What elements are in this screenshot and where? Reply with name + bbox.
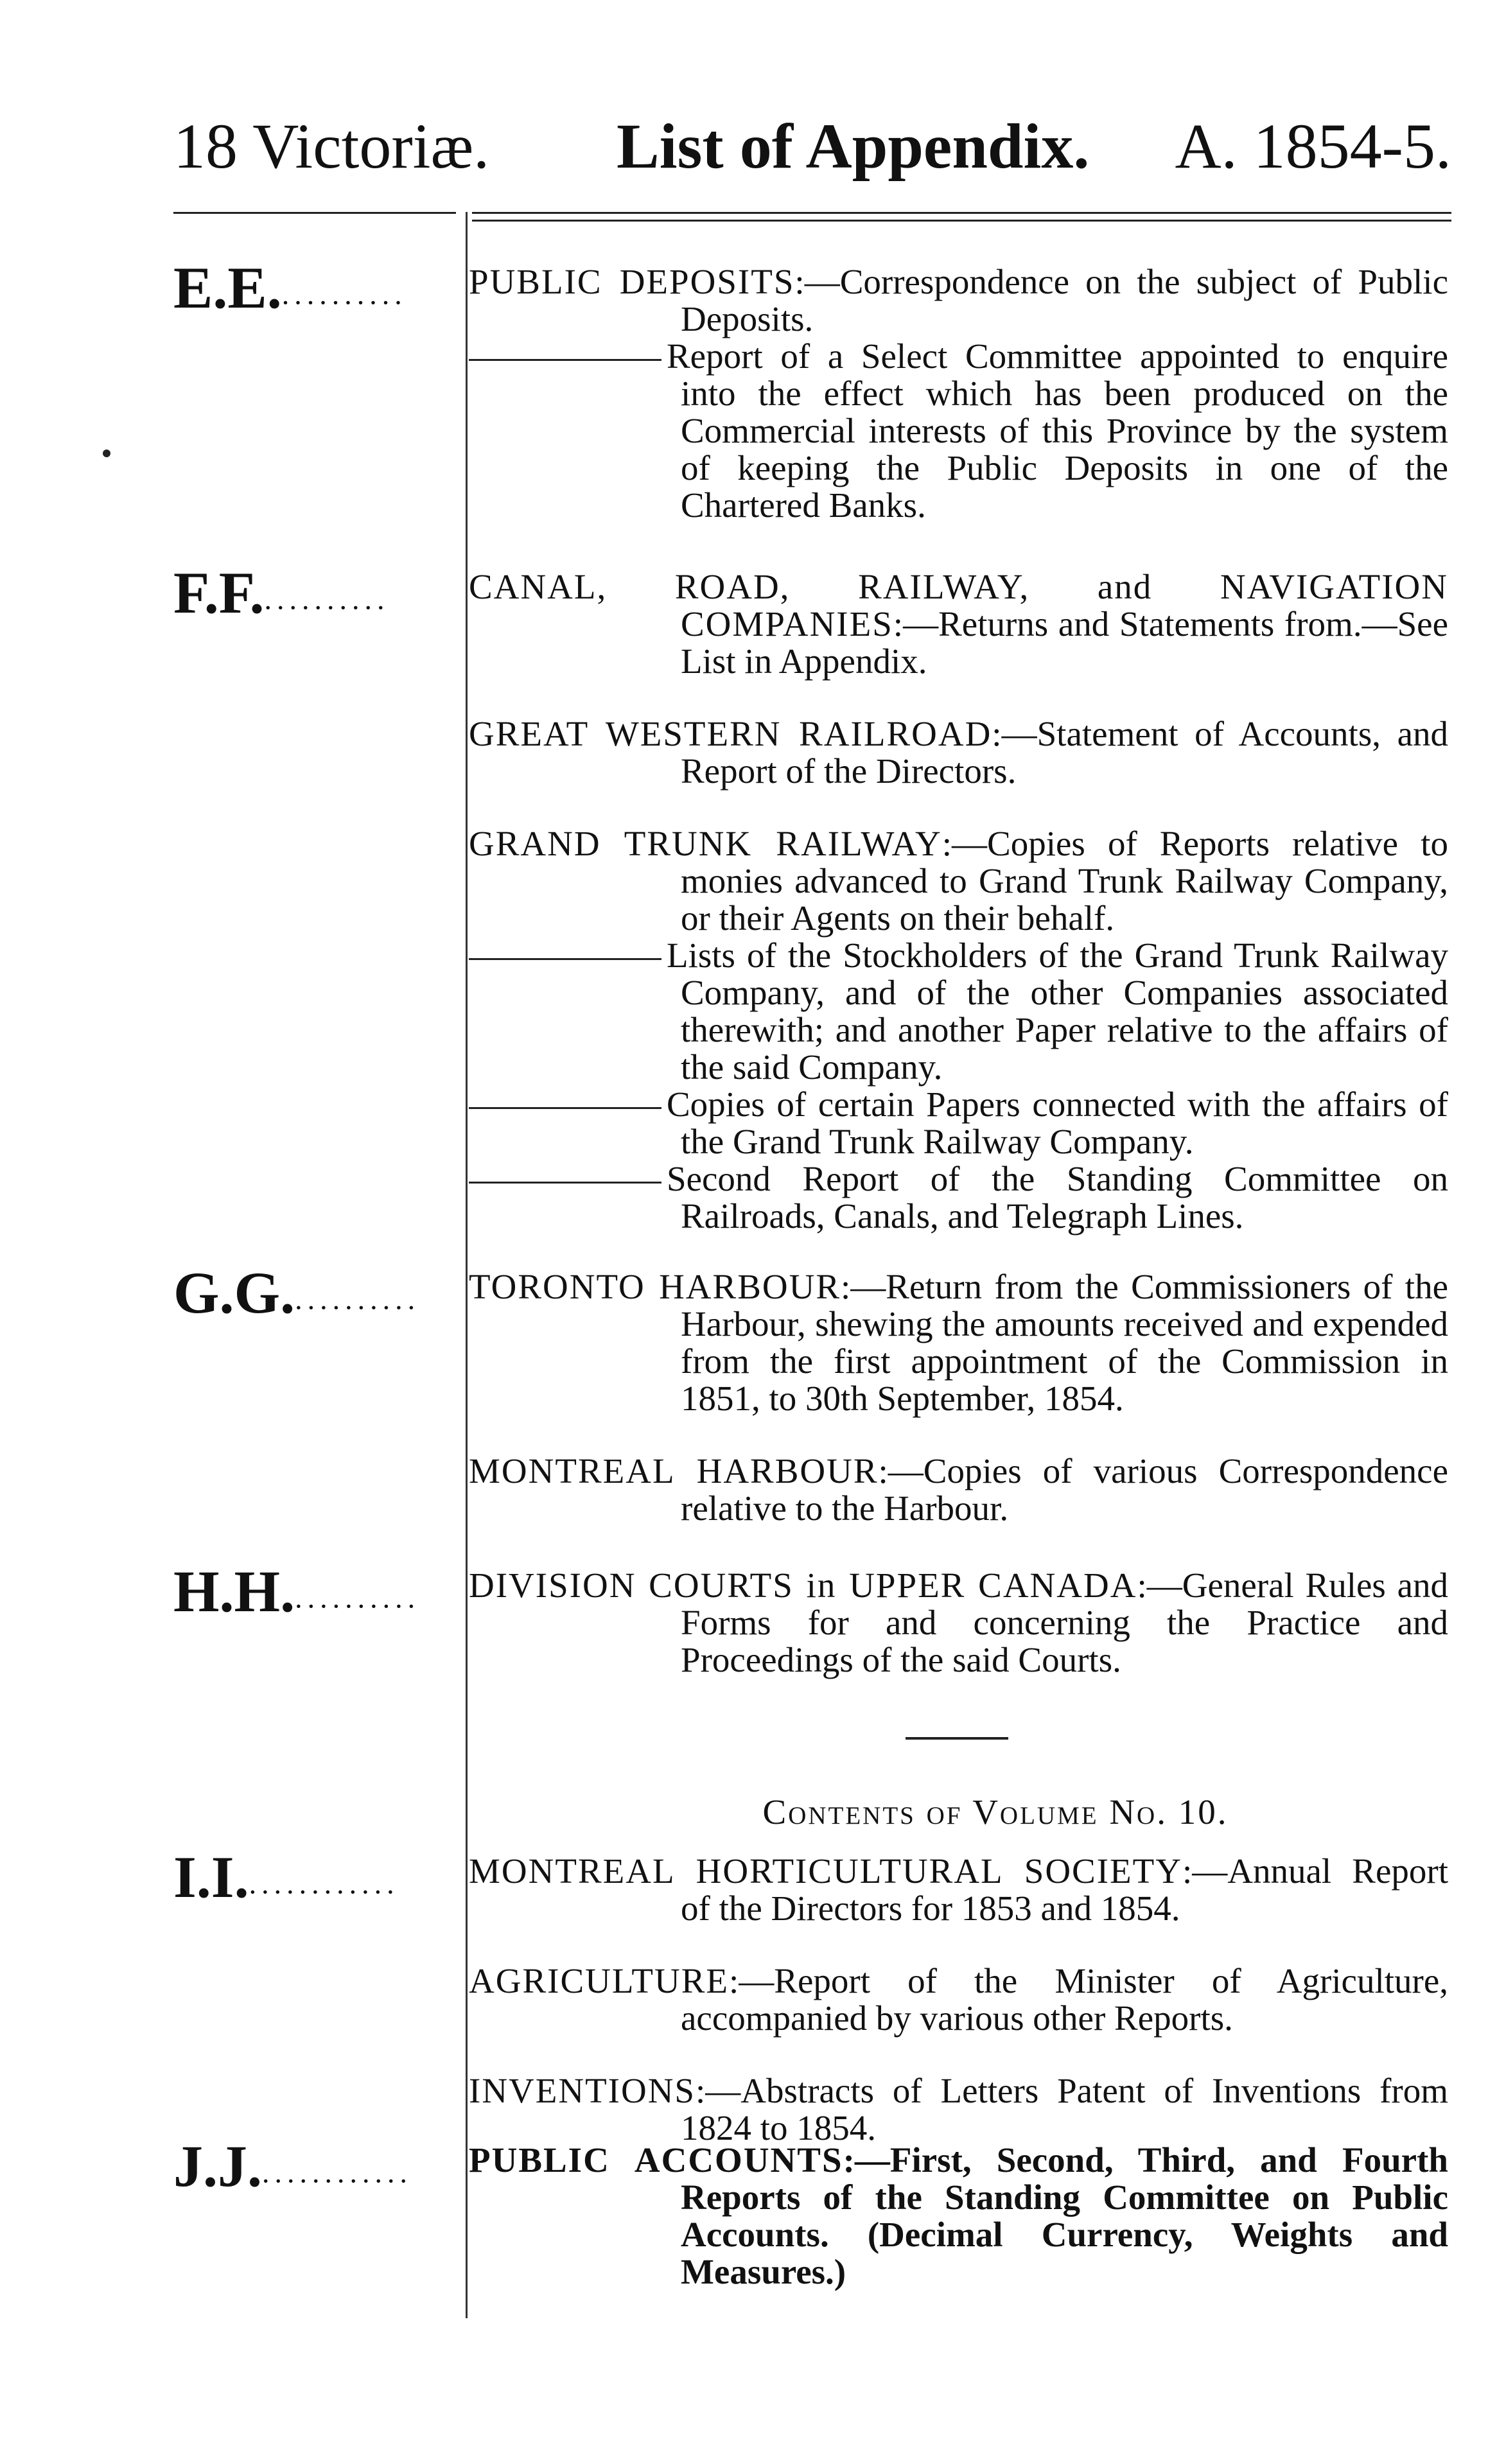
entry-toronto-harbour — [469, 1268, 1448, 1417]
entry-heading: MONTREAL HORTICULTURAL SOCIETY — [469, 1851, 1182, 1891]
entry-heading: PUBLIC DEPOSITS — [469, 262, 795, 301]
entry-agriculture — [469, 1962, 1448, 2037]
entry-group-ee — [469, 263, 1448, 524]
entry-heading: DIVISION COURTS in UPPER CANADA — [469, 1566, 1137, 1605]
entry-group-ff — [469, 568, 1448, 1235]
entry-public-accounts — [469, 2142, 1448, 2291]
entry-montreal-harbour — [469, 1453, 1448, 1527]
entry-text: :—Abstracts of Letters Patent of Inventions from 1824 to 1854. — [681, 2071, 1448, 2147]
volume-title: Contents of Volume No. 10. — [762, 1792, 1229, 1831]
entry-text: :—Copies of various Correspondence relative to the Harbour. — [681, 1451, 1448, 1528]
entry-text: :—Copies of Reports relative to monies advanced to Grand Trunk Railway Company, or their Agents on their behalf. — [681, 824, 1448, 938]
entry-heading: INVENTIONS — [469, 2071, 696, 2110]
entry-text: :—Return from the Commissioners of the Harbour, shewing the amounts received and expended from the first appointment of the Commission in 1851, to 30th September, 1854. — [681, 1267, 1448, 1418]
entry-text: Second Report of the Standing Committee on Railroads, Canals, and Telegraph Lines. — [667, 1159, 1448, 1236]
dot-leader: ............ — [262, 2156, 412, 2189]
dash-rule — [469, 1182, 661, 1184]
dash-rule — [469, 1107, 661, 1109]
entry-heading: CANAL, ROAD, RAILWAY, and NAVIGATION COMPANIES — [469, 567, 1448, 643]
code-text: J.J. — [173, 2133, 262, 2199]
dot-leader: .......... — [264, 582, 390, 616]
entry-text: :—General Rules and Forms for and concerning the Practice and Proceedings of the said Courts. — [681, 1566, 1449, 1679]
appendix-code-ff — [173, 559, 390, 627]
header-session: 18 Victoriæ. — [173, 110, 490, 182]
entry-select-committee — [469, 338, 1448, 524]
code-text: I.I. — [173, 1844, 249, 1910]
appendix-code-ee — [173, 254, 407, 322]
entry-group-ii — [469, 1853, 1448, 2147]
entry-text: Lists of the Stockholders of the Grand Trunk Railway Company, and of the other Companies associated therewith; and another Paper relative to the affairs of the said Company. — [667, 936, 1448, 1087]
entry-horticultural-society — [469, 1853, 1448, 1927]
entry-text: Copies of certain Papers connected with the affairs of the Grand Trunk Railway Company. — [667, 1085, 1448, 1161]
entry-text: :—Annual Report of the Directors for 1853 and 1854. — [681, 1851, 1448, 1928]
header-year: A. 1854-5. — [1175, 110, 1451, 182]
entry-text: :—First, Second, Third, and Fourth Reports of the Standing Committee on Public Accounts. (Decimal Currency, Weights and Measures.) — [681, 2140, 1448, 2291]
code-text: F.F. — [173, 560, 265, 625]
entry-great-western — [469, 715, 1448, 790]
dot-leader: .......... — [295, 1581, 421, 1614]
entry-group-jj — [469, 2142, 1448, 2291]
dot-leader: .......... — [281, 277, 407, 311]
entry-text: Report of a Select Committee appointed to enquire into the effect which has been produced on the Commercial interests of this Province by the system of keeping the Public Deposits in one of the Chartered Banks. — [667, 336, 1448, 525]
entry-heading: GREAT WESTERN RAILROAD — [469, 714, 992, 753]
entry-heading: PUBLIC ACCOUNTS — [469, 2140, 843, 2180]
column-divider — [466, 212, 468, 2318]
entry-heading: TORONTO HARBOUR — [469, 1267, 841, 1306]
entry-heading: MONTREAL HARBOUR — [469, 1451, 879, 1490]
entry-public-deposits — [469, 263, 1448, 338]
stray-mark — [103, 450, 110, 457]
appendix-code-gg — [173, 1259, 420, 1327]
entry-heading: AGRICULTURE — [469, 1961, 729, 2000]
header-rule-right-double — [472, 220, 1451, 222]
entry-heading: GRAND TRUNK RAILWAY — [469, 824, 942, 863]
entry-division-courts — [469, 1567, 1448, 1679]
entry-text: :—Correspondence on the subject of Public Deposits. — [681, 262, 1448, 338]
entry-text: :—Statement of Accounts, and Report of the Directors. — [681, 714, 1448, 791]
entry-group-gg — [469, 1268, 1448, 1527]
entry-second-report — [469, 1160, 1448, 1235]
code-text: G.G. — [173, 1260, 295, 1325]
appendix-code-jj — [173, 2132, 412, 2200]
header-rule-left — [173, 212, 456, 214]
entry-inventions — [469, 2072, 1448, 2147]
entry-text: :—Returns and Statements from.—See List in Appendix. — [681, 604, 1448, 681]
entry-text: :—Report of the Minister of Agriculture, accompanied by various other Reports. — [681, 1961, 1448, 2038]
dash-rule — [469, 359, 661, 361]
page-header — [173, 109, 1451, 199]
dot-leader: ............ — [249, 1867, 399, 1900]
entry-certain-papers — [469, 1086, 1448, 1160]
header-title: List of Appendix. — [617, 110, 1090, 182]
code-text: E.E. — [173, 255, 282, 320]
entry-group-hh — [469, 1567, 1448, 1679]
section-separator — [906, 1737, 1008, 1740]
header-rule-right — [472, 212, 1451, 214]
entry-canal-companies — [469, 568, 1448, 680]
code-text: H.H. — [173, 1559, 295, 1624]
appendix-code-ii — [173, 1843, 399, 1911]
entry-stockholders — [469, 937, 1448, 1086]
appendix-code-hh — [173, 1557, 420, 1625]
dash-rule — [469, 958, 661, 960]
entry-grand-trunk — [469, 825, 1448, 937]
dot-leader: .......... — [295, 1282, 421, 1316]
